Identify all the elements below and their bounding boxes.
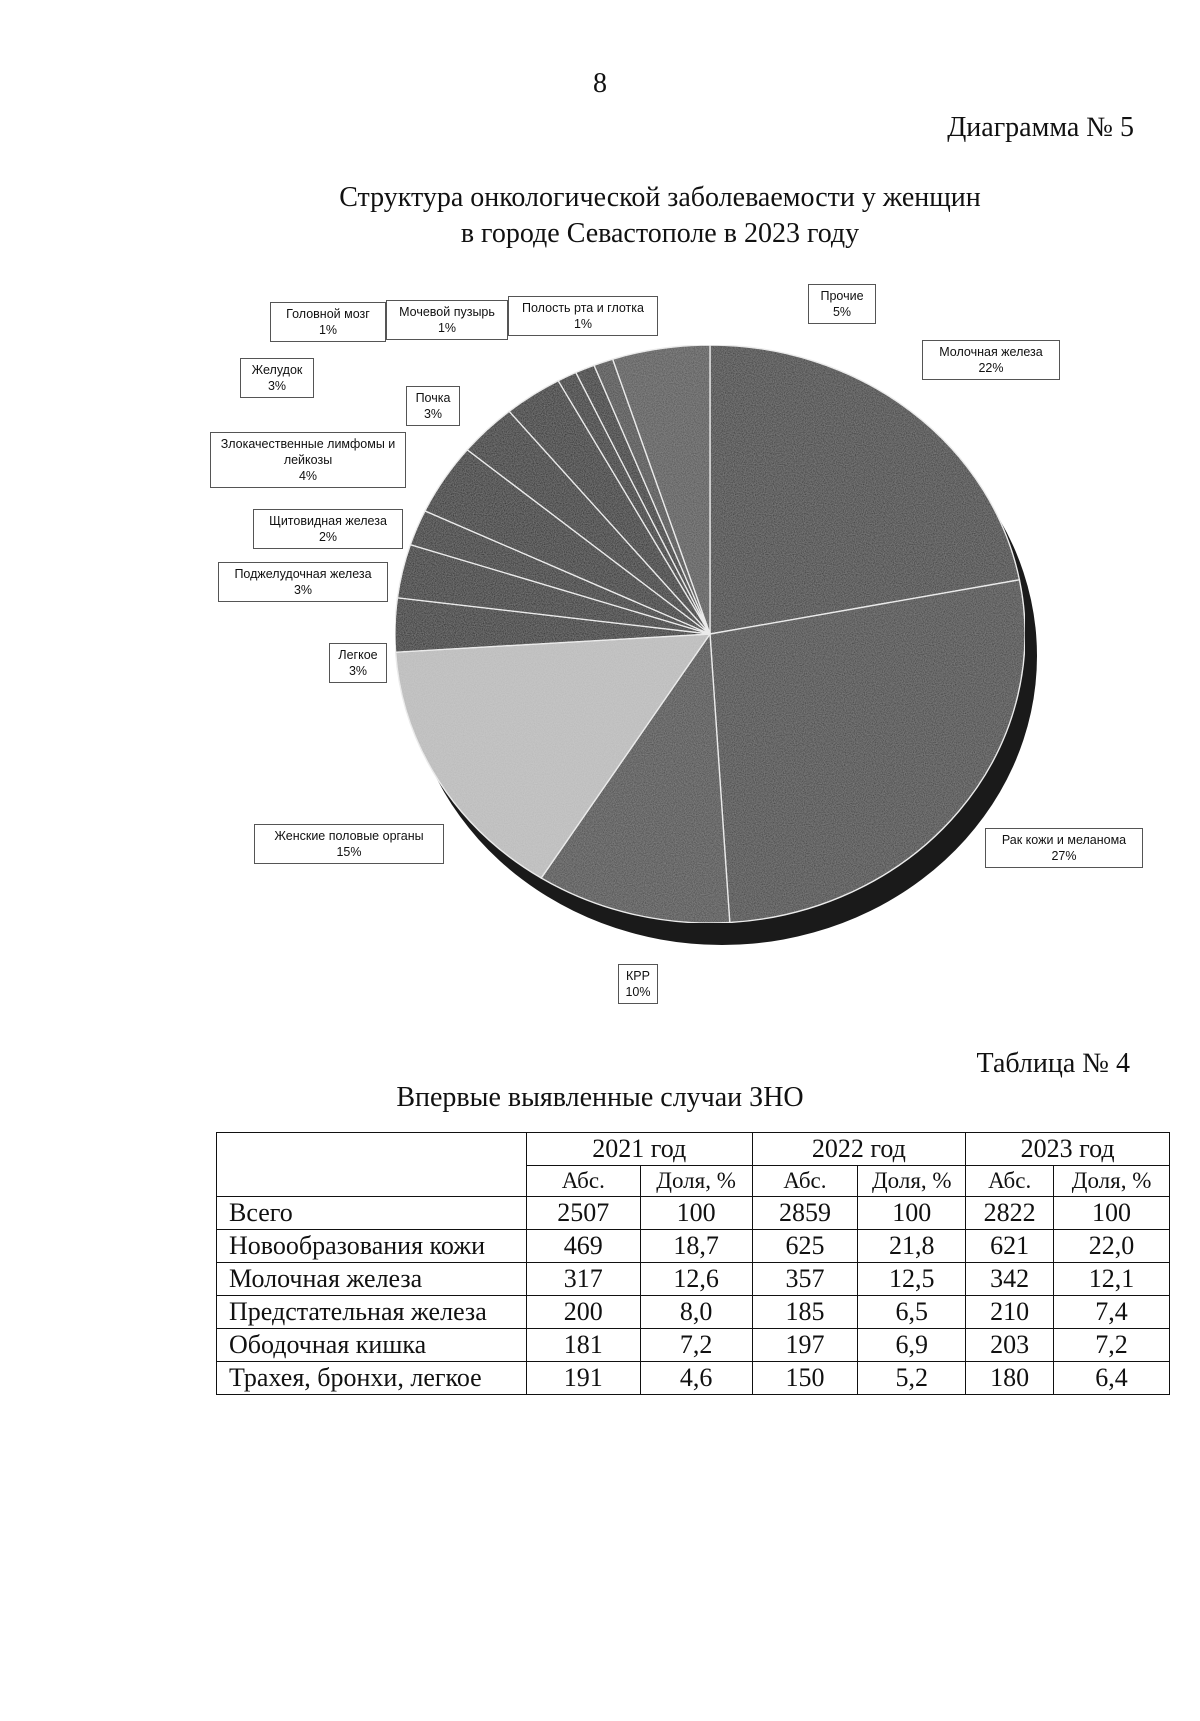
table-cell: 12,1 <box>1054 1263 1170 1296</box>
header-abs: Абс. <box>752 1166 858 1197</box>
table-cell: 5,2 <box>858 1362 966 1395</box>
cases-table <box>216 1132 1170 1395</box>
table-cell: 21,8 <box>858 1230 966 1263</box>
slice-label <box>508 296 658 336</box>
slice-label-value: 4% <box>298 469 318 483</box>
slice-label-name: Злокачественные лимфомы и лейкозы <box>220 437 396 467</box>
table-cell: 2507 <box>526 1197 640 1230</box>
slice-label <box>329 643 387 683</box>
slice-label-name: Желудок <box>251 363 303 377</box>
table-cell: 469 <box>526 1230 640 1263</box>
table-cell: 18,7 <box>640 1230 752 1263</box>
header-share: Доля, % <box>1054 1166 1170 1197</box>
slice-label-name: Полость рта и глотка <box>522 301 644 315</box>
slice-label-name: Щитовидная железа <box>269 514 387 528</box>
slice-label-name: Мочевой пузырь <box>399 305 495 319</box>
slice-label-name: Рак кожи и меланома <box>1001 833 1127 847</box>
table-cell: 6,4 <box>1054 1362 1170 1395</box>
table-cell: 150 <box>752 1362 858 1395</box>
table-cell: 4,6 <box>640 1362 752 1395</box>
table-row <box>217 1296 1170 1329</box>
slice-label <box>985 828 1143 868</box>
table-cell: 200 <box>526 1296 640 1329</box>
table-cell: 625 <box>752 1230 858 1263</box>
slice-label <box>270 302 386 342</box>
table-cell: 8,0 <box>640 1296 752 1329</box>
slice-label-name: Женские половые органы <box>274 829 424 843</box>
header-share: Доля, % <box>640 1166 752 1197</box>
table-cell: 7,4 <box>1054 1296 1170 1329</box>
row-name: Всего <box>217 1197 527 1230</box>
table-cell: 181 <box>526 1329 640 1362</box>
slice-label-value: 1% <box>573 317 593 331</box>
table-cell: 185 <box>752 1296 858 1329</box>
table-cell: 357 <box>752 1263 858 1296</box>
table-cell: 2859 <box>752 1197 858 1230</box>
slice-label <box>922 340 1060 380</box>
table-cell: 191 <box>526 1362 640 1395</box>
header-abs: Абс. <box>966 1166 1054 1197</box>
table-cell: 100 <box>1054 1197 1170 1230</box>
slice-label-value: 1% <box>318 323 338 337</box>
pie-slices <box>395 345 1025 923</box>
slice-label-value: 5% <box>832 305 852 319</box>
row-name: Предстательная железа <box>217 1296 527 1329</box>
slice-label <box>406 386 460 426</box>
table-caption: Таблица № 4 <box>976 1048 1130 1079</box>
slice-label-value: 2% <box>318 530 338 544</box>
table-cell: 6,9 <box>858 1329 966 1362</box>
table-cell: 22,0 <box>1054 1230 1170 1263</box>
chart-title-line-2: в городе Севастополе в 2023 году <box>460 218 860 249</box>
row-name: Новообразования кожи <box>217 1230 527 1263</box>
table-cell: 317 <box>526 1263 640 1296</box>
row-name: Трахея, бронхи, легкое <box>217 1362 527 1395</box>
slice-label-value: 3% <box>267 379 287 393</box>
slice-label <box>386 300 508 340</box>
table-title: Впервые выявленные случаи ЗНО <box>396 1082 804 1113</box>
slice-label-value: 3% <box>348 664 368 678</box>
header-year-2023: 2023 год <box>966 1133 1170 1166</box>
slice-label-value: 10% <box>625 985 651 999</box>
slice-label-value: 22% <box>978 361 1004 375</box>
slice-label-name: Поджелудочная железа <box>234 567 372 581</box>
slice-label-name: Легкое <box>338 648 378 662</box>
slice-label <box>253 509 403 549</box>
header-share: Доля, % <box>858 1166 966 1197</box>
table-cell: 7,2 <box>640 1329 752 1362</box>
table-cell: 12,6 <box>640 1263 752 1296</box>
table-cell: 180 <box>966 1362 1054 1395</box>
table-cell: 100 <box>858 1197 966 1230</box>
slice-label-name: Головной мозг <box>286 307 370 321</box>
diagram-caption: Диаграмма № 5 <box>947 112 1134 143</box>
slice-label-name: КРР <box>626 969 650 983</box>
header-abs: Абс. <box>526 1166 640 1197</box>
table-cell: 197 <box>752 1329 858 1362</box>
chart-title-line-1: Структура онкологической заболеваемости у женщин <box>339 182 981 213</box>
table-cell: 100 <box>640 1197 752 1230</box>
table-cell: 2822 <box>966 1197 1054 1230</box>
slice-label-value: 3% <box>293 583 313 597</box>
header-empty-cell <box>217 1133 527 1197</box>
slice-label <box>618 964 658 1004</box>
table-cell: 12,5 <box>858 1263 966 1296</box>
table-row <box>217 1197 1170 1230</box>
slice-label <box>254 824 444 864</box>
slice-label <box>808 284 876 324</box>
row-name: Ободочная кишка <box>217 1329 527 1362</box>
slice-label-name: Прочие <box>820 289 864 303</box>
table-cell: 7,2 <box>1054 1329 1170 1362</box>
table-cell: 342 <box>966 1263 1054 1296</box>
slice-label <box>240 358 314 398</box>
table-row <box>217 1263 1170 1296</box>
pie-slice <box>710 580 1025 923</box>
slice-label-name: Молочная железа <box>939 345 1043 359</box>
row-name: Молочная железа <box>217 1263 527 1296</box>
table-row <box>217 1230 1170 1263</box>
table-row <box>217 1329 1170 1362</box>
slice-label-value: 27% <box>1051 849 1077 863</box>
header-year-2021: 2021 год <box>526 1133 752 1166</box>
slice-label <box>210 432 406 488</box>
table-cell: 6,5 <box>858 1296 966 1329</box>
slice-label-value: 15% <box>336 845 362 859</box>
table-row <box>217 1362 1170 1395</box>
table-cell: 210 <box>966 1296 1054 1329</box>
page-number: 8 <box>593 68 607 99</box>
slice-label-name: Почка <box>415 391 451 405</box>
slice-label-value: 1% <box>437 321 457 335</box>
header-year-2022: 2022 год <box>752 1133 966 1166</box>
slice-label <box>218 562 388 602</box>
slice-label-value: 3% <box>423 407 443 421</box>
table-cell: 621 <box>966 1230 1054 1263</box>
table-cell: 203 <box>966 1329 1054 1362</box>
